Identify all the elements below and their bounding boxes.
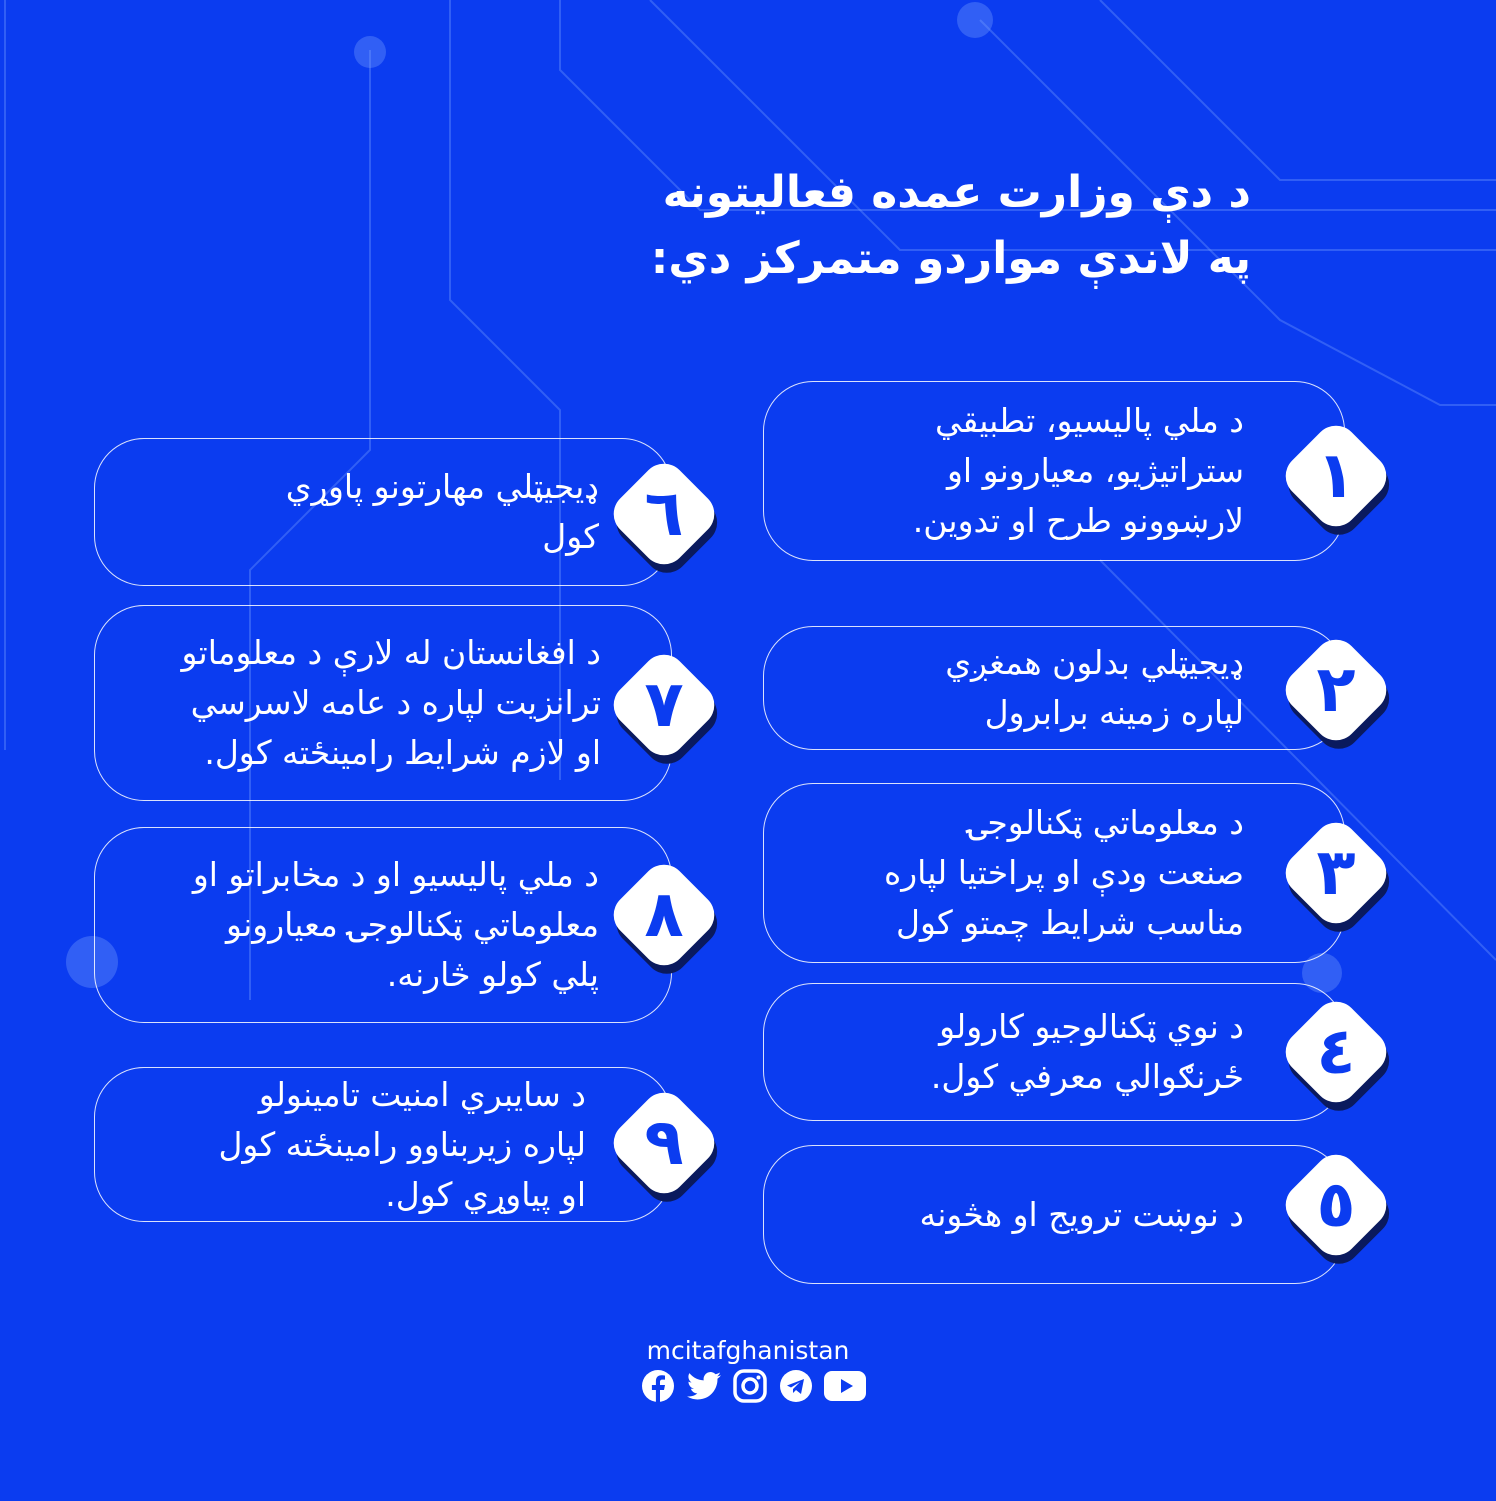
item-card-5: [763, 1145, 1345, 1284]
title-line-1: د دې وزارت عمده فعالیتونه: [662, 167, 1251, 218]
item-text: د نوي ټکنالوجیو کارولو ځرنګوالي معرفي کول.: [930, 1007, 1244, 1096]
item-card-7: [94, 605, 672, 801]
instagram-icon[interactable]: [732, 1368, 768, 1404]
number-label: ١: [1316, 439, 1356, 513]
number-label: ٣: [1316, 836, 1356, 910]
item-text: د معلوماتي ټکنالوجۍ صنعت ودې او پراختیا لپاره مناسب شرایط چمتو کول: [883, 803, 1244, 942]
facebook-icon[interactable]: [640, 1368, 676, 1404]
number-label: ٧: [644, 668, 684, 742]
item-text: ډیجیټلي مهارتونو پاوړي کول: [285, 467, 599, 556]
number-label: ٤: [1316, 1015, 1356, 1089]
item-card-9: [94, 1067, 672, 1222]
item-text: د سایبري امنیت تامینولو لپاره زیربناوو رامینځته کول او پیاوړي کول.: [218, 1074, 586, 1214]
social-handle: mcitafghanistan: [646, 1336, 850, 1365]
item-card-4: [763, 983, 1345, 1121]
title-line-2: په لاندې مواردو متمرکز دي:: [650, 233, 1251, 284]
number-label: ٦: [644, 477, 684, 551]
item-text: د نوښت ترویج او هڅونه: [919, 1194, 1244, 1234]
item-card-2: [763, 626, 1345, 750]
item-text: د ملي پالیسیو، تطبیقي ستراتیژیو، معیارونو او لارښوونو طرح او تدوین.: [912, 401, 1244, 540]
number-label: ٨: [644, 878, 684, 952]
item-text: ډیجیټلي بدلون همغږي لپاره زمینه برابرول: [945, 643, 1244, 732]
item-card-8: [94, 827, 672, 1023]
youtube-icon[interactable]: [824, 1368, 866, 1404]
item-card-1: [763, 381, 1345, 561]
page-title: [651, 160, 1251, 292]
number-label: ٥: [1316, 1168, 1356, 1242]
number-label: ٩: [644, 1106, 684, 1180]
item-text: د افغانستان له لارې د معلوماتو ترانزیت لپاره د عامه لاسرسي او لازم شرایط رامینځته کول.: [181, 633, 601, 772]
number-label: ٢: [1316, 653, 1356, 727]
twitter-icon[interactable]: [686, 1368, 722, 1404]
item-card-6: [94, 438, 672, 586]
item-card-3: [763, 783, 1345, 963]
telegram-icon[interactable]: [778, 1368, 814, 1404]
social-icons: [640, 1368, 866, 1404]
item-text: د ملي پالیسیو او د مخابراتو او معلوماتي ټکنالوجۍ معیارونو پلي کولو څارنه.: [192, 855, 599, 994]
